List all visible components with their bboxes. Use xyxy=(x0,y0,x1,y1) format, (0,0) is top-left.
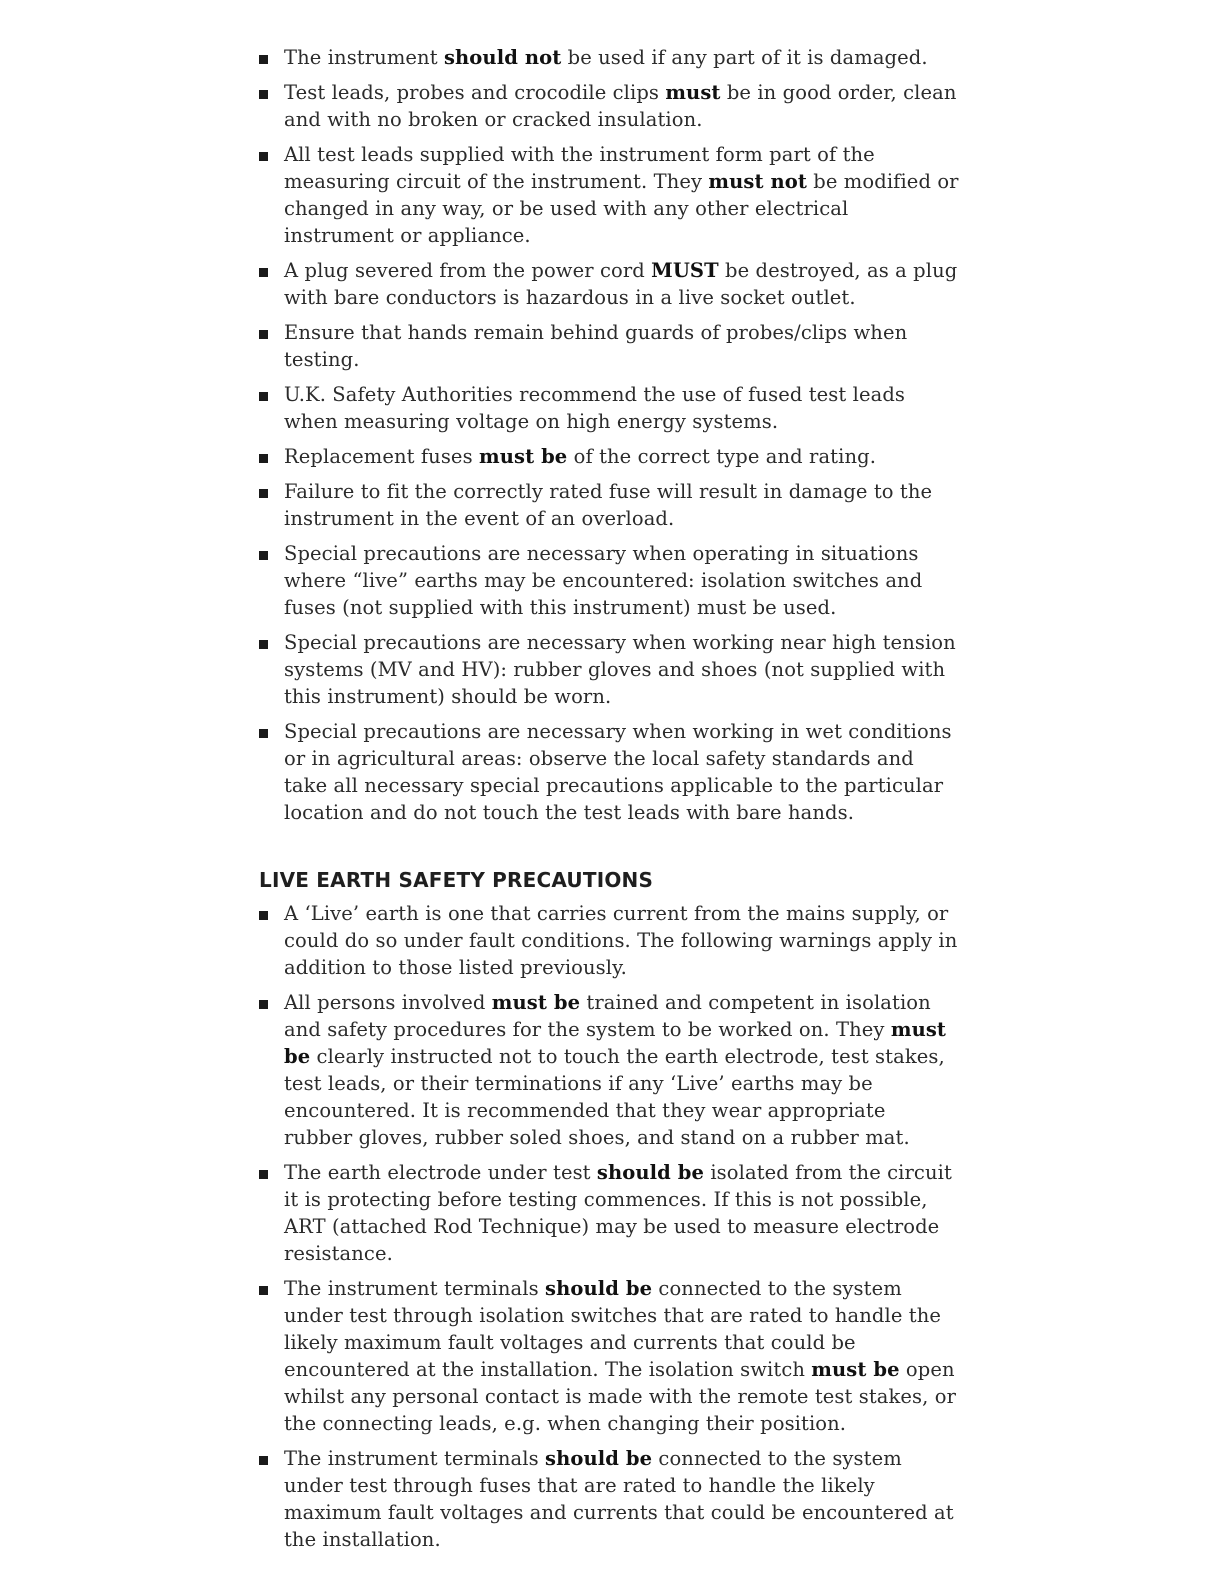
bullet-item xyxy=(259,718,959,826)
text-segment: U.K. Safety Authorities recommend the use of fused test leads when measuring voltage on high energy systems. xyxy=(284,383,906,433)
text-segment: trained and competent in isolation and safety procedures for the system to be worked on. They xyxy=(284,991,931,1041)
bullet-item xyxy=(259,1159,959,1267)
text-segment: A plug severed from the power cord xyxy=(284,259,652,282)
text-segment: All test leads supplied with the instrument form part of the measuring circuit of the instrument. They xyxy=(284,143,875,193)
bullet-text xyxy=(284,383,905,433)
text-segment: connected to the system under test through fuses that are rated to handle the likely maximum fault voltages and currents that could be encountered at the installation. xyxy=(284,1447,954,1551)
text-segment: connected to the system under test through isolation switches that are rated to handle the likely maximum fault voltages and currents that could be encountered at the installation. The isolation switch xyxy=(284,1277,942,1381)
text-segment: be used if any part of it is damaged. xyxy=(561,46,928,69)
text-segment: Special precautions are necessary when working in wet conditions or in agricultural areas: observe the local safety standards and take all necessary special precautions applicable to the particular location and do not touch the test leads with bare hands. xyxy=(284,720,952,824)
bullet-item xyxy=(259,319,959,373)
bullet-text xyxy=(284,631,956,708)
square-bullet-icon xyxy=(259,454,268,463)
text-segment: Special precautions are necessary when working near high tension systems (MV and HV): rubber gloves and shoes (not supplied with this instrument) should be worn. xyxy=(284,631,956,708)
bullet-text xyxy=(284,991,946,1149)
text-segment: isolated from the circuit it is protecting before testing commences. If this is not possible, ART (attached Rod Technique) may be used to measure electrode resistance. xyxy=(284,1161,952,1265)
bullet-text xyxy=(284,542,922,619)
emphasis-text: should not xyxy=(443,46,562,69)
emphasis-text: should be xyxy=(545,1277,653,1300)
text-segment: The earth electrode under test xyxy=(284,1161,597,1184)
square-bullet-icon xyxy=(259,489,268,498)
bullet-item xyxy=(259,629,959,710)
square-bullet-icon xyxy=(259,1000,268,1009)
emphasis-text: must be xyxy=(478,445,568,468)
text-segment: Ensure that hands remain behind guards of probes/clips when testing. xyxy=(284,321,908,371)
square-bullet-icon xyxy=(259,729,268,738)
emphasis-text: must be xyxy=(491,991,581,1014)
bullet-text xyxy=(284,1161,952,1265)
square-bullet-icon xyxy=(259,152,268,161)
bullet-item xyxy=(259,44,959,71)
bullet-item xyxy=(259,478,959,532)
square-bullet-icon xyxy=(259,640,268,649)
square-bullet-icon xyxy=(259,392,268,401)
square-bullet-icon xyxy=(259,1286,268,1295)
bullet-item xyxy=(259,141,959,249)
text-segment: be in good order, clean and with no broken or cracked insulation. xyxy=(284,81,957,131)
bullet-item xyxy=(259,989,959,1151)
square-bullet-icon xyxy=(259,1170,268,1179)
emphasis-text: should be xyxy=(596,1161,705,1184)
square-bullet-icon xyxy=(259,551,268,560)
emphasis-text: must be xyxy=(811,1358,900,1381)
emphasis-text: must not xyxy=(708,170,807,193)
bullet-text xyxy=(284,1277,956,1435)
text-segment: Special precautions are necessary when operating in situations where “live” earths may be encountered: isolation switches and fuses (not supplied with this instrument) must be used. xyxy=(284,542,923,619)
bullet-text xyxy=(284,81,957,131)
live-earth-safety-list xyxy=(259,900,959,1553)
square-bullet-icon xyxy=(259,1456,268,1465)
bullet-item xyxy=(259,443,959,470)
text-segment: be destroyed, as a plug with bare conductors is hazardous in a live socket outlet. xyxy=(284,259,958,309)
text-segment: The instrument terminals xyxy=(284,1277,545,1300)
bullet-item xyxy=(259,257,959,311)
bullet-text xyxy=(284,259,957,309)
bullet-item xyxy=(259,381,959,435)
bullet-text xyxy=(284,902,957,979)
text-segment: The instrument xyxy=(284,46,444,69)
text-segment: be modified or changed in any way, or be used with any other electrical instrument or appliance. xyxy=(284,170,959,247)
square-bullet-icon xyxy=(259,268,268,277)
bullet-text xyxy=(284,143,959,247)
bullet-text xyxy=(284,445,876,468)
bullet-item xyxy=(259,79,959,133)
bullet-text xyxy=(284,321,907,371)
bullet-text xyxy=(284,720,952,824)
text-segment: Replacement fuses xyxy=(284,445,479,468)
square-bullet-icon xyxy=(259,90,268,99)
emphasis-text: must be xyxy=(284,1018,947,1068)
bullet-text xyxy=(284,1447,954,1551)
text-segment: of the correct type and rating. xyxy=(567,445,876,468)
bullet-text xyxy=(284,480,932,530)
emphasis-text: must xyxy=(665,81,721,104)
square-bullet-icon xyxy=(259,55,268,64)
bullet-item xyxy=(259,900,959,981)
document-page xyxy=(259,44,959,1561)
section-heading-live-earth: LIVE EARTH SAFETY PRECAUTIONS xyxy=(259,868,654,892)
text-segment: A ‘Live’ earth is one that carries current from the mains supply, or could do so under fault conditions. The following warnings apply in addition to those listed previously. xyxy=(284,902,958,979)
general-safety-list xyxy=(259,44,959,826)
text-segment: clearly instructed not to touch the earth electrode, test stakes, test leads, or their terminations if any ‘Live’ earths may be encountered. It is recommended that they wear appropriate rubber gloves, rubber soled shoes, and stand on a rubber mat. xyxy=(284,1045,945,1149)
text-segment: Test leads, probes and crocodile clips xyxy=(284,81,666,104)
emphasis-text: should be xyxy=(545,1447,653,1470)
text-segment: All persons involved xyxy=(284,991,492,1014)
square-bullet-icon xyxy=(259,330,268,339)
bullet-item xyxy=(259,1275,959,1437)
text-segment: open whilst any personal contact is made with the remote test stakes, or the connecting leads, e.g. when changing their position. xyxy=(284,1358,957,1435)
text-segment: Failure to fit the correctly rated fuse will result in damage to the instrument in the event of an overload. xyxy=(284,480,933,530)
square-bullet-icon xyxy=(259,911,268,920)
text-segment: The instrument terminals xyxy=(284,1447,545,1470)
bullet-item xyxy=(259,1445,959,1553)
bullet-text xyxy=(284,46,928,69)
emphasis-text: MUST xyxy=(651,259,719,282)
bullet-item xyxy=(259,540,959,621)
